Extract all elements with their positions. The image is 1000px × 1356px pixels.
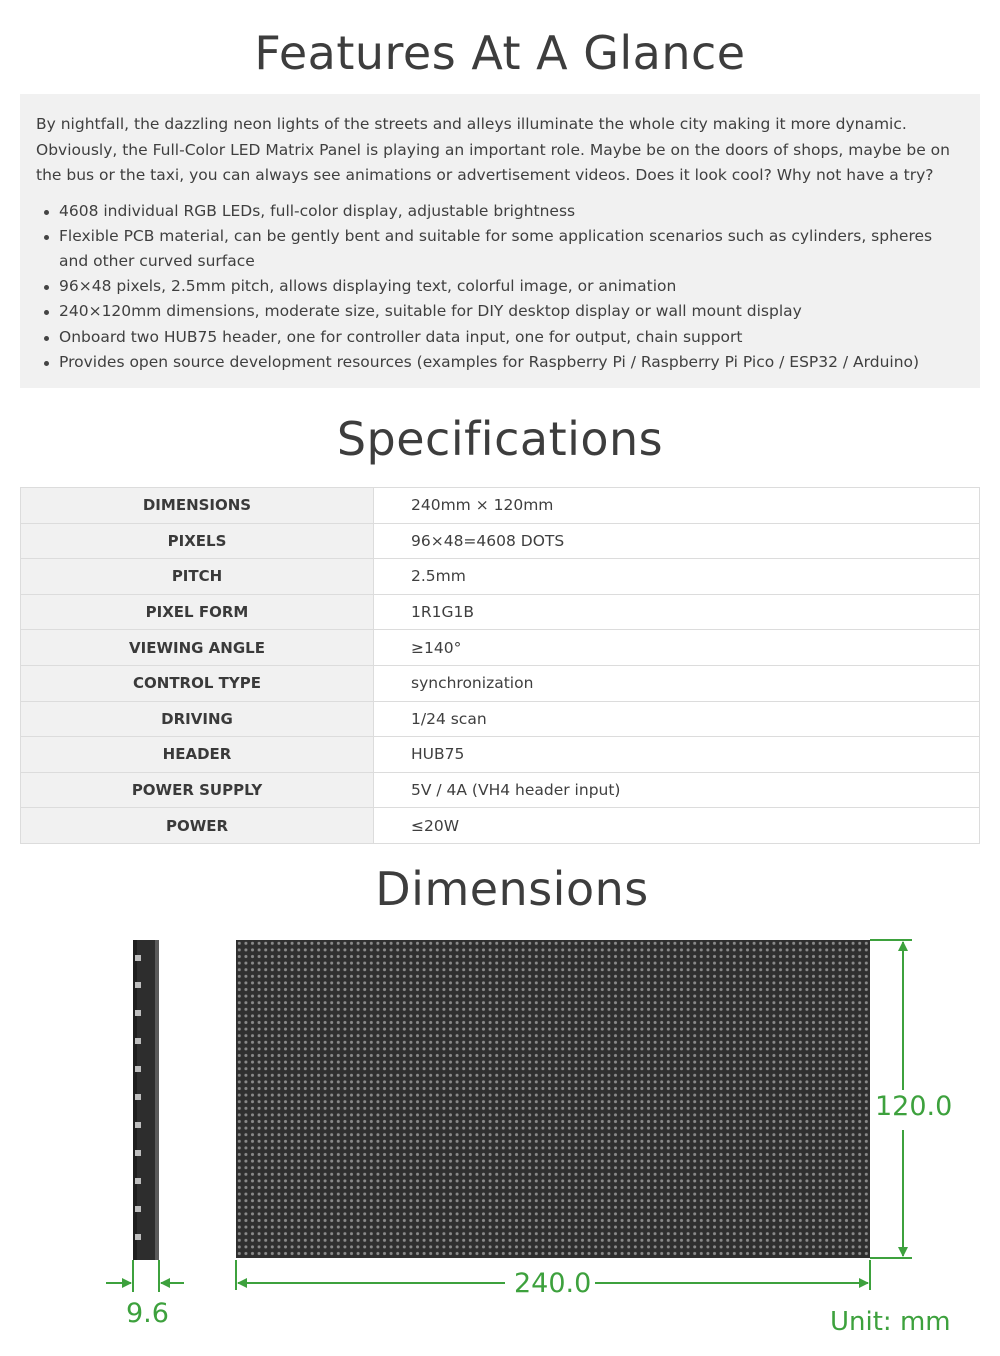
dimensions-drawing bbox=[0, 930, 1000, 1356]
feature-item: Onboard two HUB75 header, one for controller data input, one for output, chain support bbox=[36, 325, 964, 350]
height-label: 120.0 bbox=[875, 1091, 953, 1122]
spec-key: HEADER bbox=[21, 737, 374, 773]
spec-value: 1/24 scan bbox=[374, 701, 980, 737]
depth-label: 9.6 bbox=[126, 1298, 169, 1329]
spec-value: 2.5mm bbox=[374, 559, 980, 595]
spec-key: POWER SUPPLY bbox=[21, 772, 374, 808]
feature-item: Flexible PCB material, can be gently bent and suitable for some application scenarios such as cylinders, spheres and other curved surface bbox=[36, 224, 964, 274]
features-list bbox=[36, 199, 964, 375]
table-row bbox=[21, 665, 980, 701]
spec-key: PITCH bbox=[21, 559, 374, 595]
feature-item: 4608 individual RGB LEDs, full-color display, adjustable brightness bbox=[36, 199, 964, 224]
dimensions-title: Dimensions bbox=[375, 862, 649, 916]
spec-value: ≥140° bbox=[374, 630, 980, 666]
spec-key: DRIVING bbox=[21, 701, 374, 737]
table-row bbox=[21, 808, 980, 844]
spec-key: POWER bbox=[21, 808, 374, 844]
table-row bbox=[21, 559, 980, 595]
spec-value: HUB75 bbox=[374, 737, 980, 773]
spec-value: 1R1G1B bbox=[374, 594, 980, 630]
table-row bbox=[21, 772, 980, 808]
table-row bbox=[21, 701, 980, 737]
spec-key: PIXEL FORM bbox=[21, 594, 374, 630]
table-row bbox=[21, 737, 980, 773]
features-title: Features At A Glance bbox=[254, 26, 746, 80]
width-label: 240.0 bbox=[510, 1270, 595, 1297]
depth-dimension-line bbox=[106, 1260, 184, 1292]
features-intro: By nightfall, the dazzling neon lights of the streets and alleys illuminate the whole city making it more dynamic. Obviously, the Full-Color LED Matrix Panel is playing an important role. Maybe be on the doors of shops, maybe be on the bus or the taxi, you can always see animations or advertisement videos. Does it look cool? Why not have a try? bbox=[36, 115, 950, 184]
specifications-title: Specifications bbox=[336, 412, 664, 466]
table-row bbox=[21, 523, 980, 559]
spec-value: 240mm × 120mm bbox=[374, 488, 980, 524]
table-row bbox=[21, 488, 980, 524]
table-row bbox=[21, 594, 980, 630]
feature-item: Provides open source development resources (examples for Raspberry Pi / Raspberry Pi Pico / ESP32 / Arduino) bbox=[36, 350, 964, 375]
spec-value: 96×48=4608 DOTS bbox=[374, 523, 980, 559]
spec-value: synchronization bbox=[374, 665, 980, 701]
spec-key: CONTROL TYPE bbox=[21, 665, 374, 701]
dimension-diagram bbox=[0, 930, 1000, 1356]
side-view-panel bbox=[133, 940, 159, 1260]
spec-value: 5V / 4A (VH4 header input) bbox=[374, 772, 980, 808]
specifications-table bbox=[20, 487, 980, 844]
feature-item: 96×48 pixels, 2.5mm pitch, allows displaying text, colorful image, or animation bbox=[36, 274, 964, 299]
features-box bbox=[20, 94, 980, 388]
spec-key: PIXELS bbox=[21, 523, 374, 559]
table-row bbox=[21, 630, 980, 666]
spec-key: DIMENSIONS bbox=[21, 488, 374, 524]
spec-key: VIEWING ANGLE bbox=[21, 630, 374, 666]
unit-label: Unit: mm bbox=[830, 1307, 951, 1337]
feature-item: 240×120mm dimensions, moderate size, suitable for DIY desktop display or wall mount display bbox=[36, 299, 964, 324]
led-matrix-panel bbox=[236, 940, 870, 1258]
spec-value: ≤20W bbox=[374, 808, 980, 844]
